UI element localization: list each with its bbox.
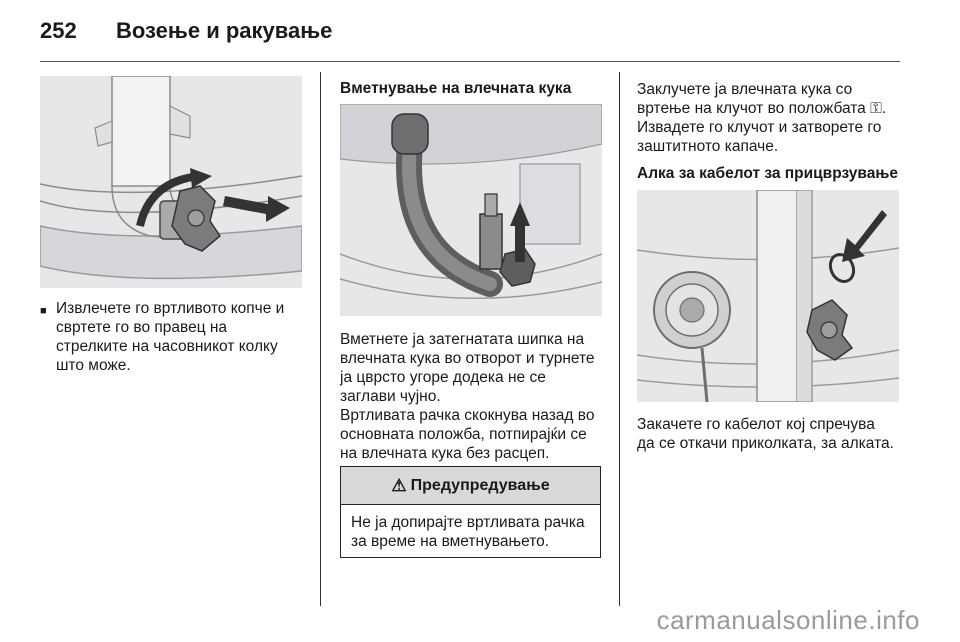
text-line: Извадете го клучот и затворете го xyxy=(637,119,882,136)
text-line: Извлечете го вртливото копче и xyxy=(56,300,285,317)
text-line: вртење на клучот во положбата ⚿. xyxy=(637,100,887,117)
text-line: заштитното капаче. xyxy=(637,138,779,155)
page-header xyxy=(40,18,332,48)
warning-box xyxy=(340,466,601,558)
page-title: Возење и ракување xyxy=(116,18,333,43)
figure-tow-hook-insert xyxy=(340,104,602,316)
section-heading-cable-eye: Алка за кабелот за прицврзување xyxy=(637,165,899,182)
warning-header xyxy=(341,467,600,505)
figure-cable-eye xyxy=(637,190,899,402)
text-line: Закачете го кабелот кој спречува xyxy=(637,416,875,433)
text-line: стрелките на часовникот колку xyxy=(56,338,278,355)
warning-body xyxy=(341,505,600,559)
paragraph-cable-eye xyxy=(637,415,894,453)
rotary-knob-illustration xyxy=(40,76,302,288)
text-line: Заклучете ја влечната кука со xyxy=(637,81,853,98)
page-number: 252 xyxy=(40,18,77,43)
warning-icon: ⚠ xyxy=(391,475,407,495)
text-line: за време на вметнувањето. xyxy=(351,533,550,550)
paragraph-handle-return xyxy=(340,406,594,463)
paragraph-lock-hook xyxy=(637,80,886,156)
bullet-marker: ■ xyxy=(40,305,47,317)
watermark: carmanualsonline.info xyxy=(656,605,920,635)
text-line: основната положба, потпирајќи се xyxy=(340,426,587,443)
text-line: да се откачи приколката, за алката. xyxy=(637,435,894,452)
tow-hook-illustration xyxy=(340,104,602,316)
column-divider-2 xyxy=(619,72,620,606)
header-rule xyxy=(40,61,900,62)
figure-rotary-knob xyxy=(40,76,302,288)
cable-eye-illustration xyxy=(637,190,899,402)
text-line: ја цврсто угоре додека не се xyxy=(340,369,546,386)
text-line: Вртливата рачка скокнува назад во xyxy=(340,407,595,424)
text-line: на влечната кука без расцеп. xyxy=(340,445,550,462)
text-line: Вметнете ја затегнатата шипка на xyxy=(340,331,585,348)
column-divider-1 xyxy=(320,72,321,606)
instruction-knob xyxy=(56,299,284,375)
text-line: влечната кука во отворот и турнете xyxy=(340,350,595,367)
paragraph-insert-instruction xyxy=(340,330,595,406)
text-line: Не ја допирајте вртливата рачка xyxy=(351,514,585,531)
text-line: заглави чујно. xyxy=(340,388,441,405)
warning-title: Предупредување xyxy=(410,476,550,494)
text-line: свртете го во правец на xyxy=(56,319,228,336)
text-line: што може. xyxy=(56,357,131,374)
section-heading-insert: Вметнување на влечната кука xyxy=(340,80,572,97)
